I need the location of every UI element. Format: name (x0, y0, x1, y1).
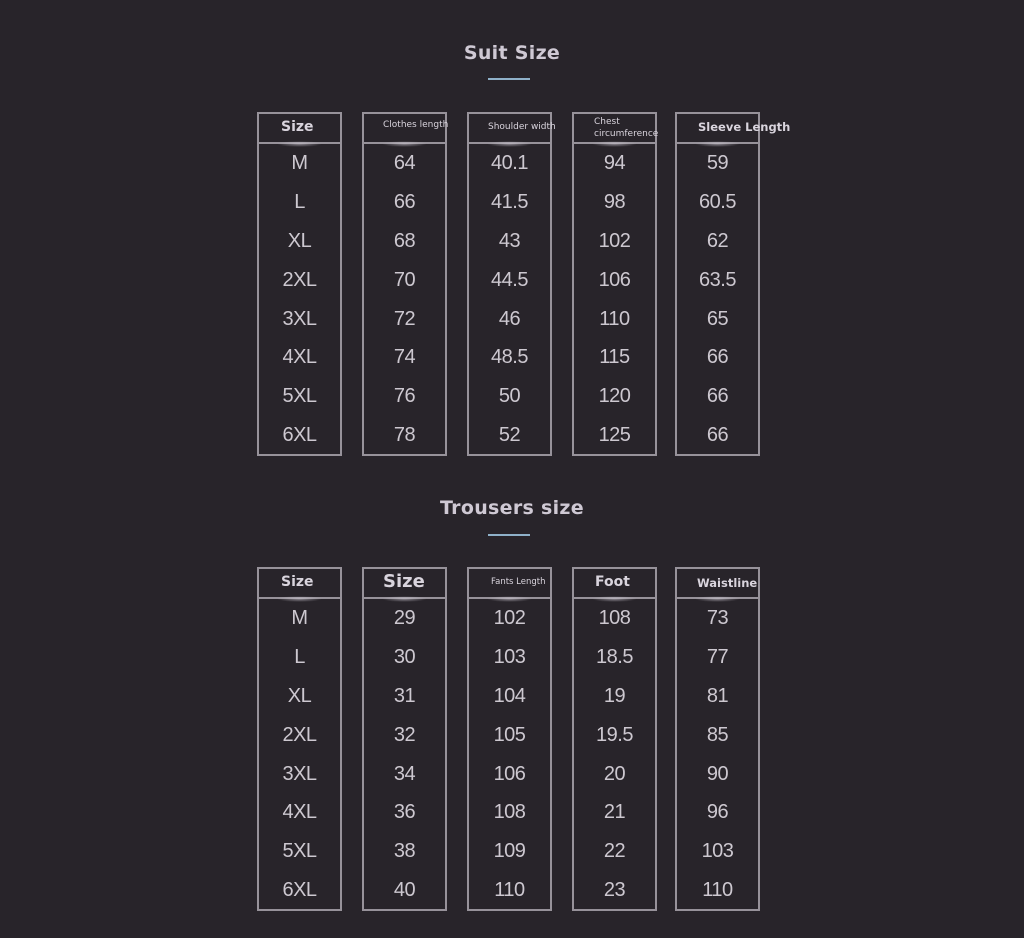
table-cell: 85 (706, 723, 729, 746)
table-cell: 110 (494, 879, 525, 902)
trousers-header-pants-length: Fants Length (491, 577, 546, 587)
trousers-pants-length-cells (469, 599, 550, 910)
table-cell: 32 (393, 723, 416, 746)
trousers-column-header (364, 569, 445, 599)
table-cell: 5XL (282, 385, 317, 408)
table-cell: 19.5 (596, 723, 633, 746)
trousers-foot-cells (574, 599, 655, 910)
table-cell: 76 (393, 385, 416, 408)
table-cell: L (294, 645, 305, 668)
table-cell: 110 (702, 879, 733, 902)
suit-size-cells (259, 144, 340, 455)
table-cell: XL (287, 229, 312, 252)
table-cell: 74 (393, 346, 416, 369)
trousers-header-size-number: Size (383, 571, 425, 592)
table-cell: 41.5 (491, 190, 528, 213)
suit-column-header (469, 114, 556, 144)
table-cell: 18.5 (596, 645, 633, 668)
suit-header-chest-circumference: Chest circumference (594, 117, 659, 139)
suit-column-size (257, 112, 342, 456)
table-cell: 46 (498, 307, 521, 330)
table-cell: 72 (393, 307, 416, 330)
table-cell: 106 (598, 268, 631, 291)
table-cell: XL (287, 684, 312, 707)
table-cell: 52 (498, 424, 521, 447)
table-cell: 62 (706, 229, 729, 252)
trousers-column-pants-length (467, 567, 552, 911)
trousers-header-waistline: Waistline (697, 576, 758, 590)
table-cell: 115 (599, 346, 630, 369)
table-cell: 90 (706, 762, 729, 785)
suit-column-clothes-length (362, 112, 447, 456)
table-cell: 78 (393, 424, 416, 447)
table-cell: 5XL (282, 840, 317, 863)
table-cell: 43 (498, 229, 521, 252)
trousers-column-size-number (362, 567, 447, 911)
trousers-column-header (469, 569, 550, 599)
table-cell: 65 (706, 307, 729, 330)
table-cell: 64 (393, 152, 416, 174)
table-cell: 108 (493, 801, 526, 824)
table-cell: 40 (393, 879, 416, 902)
table-cell: 106 (493, 762, 526, 785)
suit-clothes-length-cells (364, 144, 445, 455)
table-cell: 98 (603, 190, 626, 213)
table-cell: 44.5 (491, 268, 528, 291)
suit-header-shoulder-width: Shoulder width (488, 122, 556, 132)
table-cell: 108 (598, 607, 631, 629)
suit-column-chest-circumference (572, 112, 657, 456)
table-cell: 125 (598, 424, 631, 447)
table-cell: 66 (706, 424, 729, 447)
table-cell: 103 (701, 840, 734, 863)
table-cell: 73 (706, 607, 729, 629)
table-cell: 21 (603, 801, 626, 824)
table-cell: 105 (493, 723, 526, 746)
trousers-size-number-cells (364, 599, 445, 910)
table-cell: 120 (598, 385, 631, 408)
table-cell: 3XL (282, 762, 317, 785)
table-cell: 19 (603, 684, 626, 707)
trousers-column-foot (572, 567, 657, 911)
table-cell: 63.5 (699, 268, 736, 291)
suit-column-header (364, 114, 449, 144)
table-cell: 50 (498, 385, 521, 408)
table-cell: 104 (493, 684, 526, 707)
table-cell: 34 (393, 762, 416, 785)
suit-column-shoulder-width (467, 112, 556, 456)
table-cell: 109 (493, 840, 526, 863)
table-cell: 3XL (282, 307, 317, 330)
suit-size-title: Suit Size (463, 42, 561, 64)
table-cell: 4XL (282, 801, 317, 824)
table-cell: 102 (493, 607, 526, 629)
suit-header-size: Size (281, 119, 314, 135)
table-cell: 4XL (282, 346, 317, 369)
table-cell: 96 (706, 801, 729, 824)
table-cell: L (294, 190, 305, 213)
trousers-size-cells (259, 599, 340, 910)
suit-column-header (259, 114, 340, 144)
table-cell: 110 (599, 307, 630, 330)
table-cell: 6XL (282, 424, 317, 447)
trousers-column-header (677, 569, 758, 599)
table-cell: 60.5 (699, 190, 736, 213)
table-cell: 2XL (282, 723, 317, 746)
table-cell: 31 (393, 684, 416, 707)
suit-sleeve-length-cells (677, 144, 758, 455)
suit-chest-circumference-cells (574, 144, 655, 455)
table-cell: 66 (393, 190, 416, 213)
trousers-waistline-cells (677, 599, 758, 910)
suit-column-sleeve-length (675, 112, 791, 456)
suit-column-header (574, 114, 659, 144)
table-cell: 20 (603, 762, 626, 785)
table-cell: 23 (603, 879, 626, 902)
table-cell: 66 (706, 385, 729, 408)
table-cell: 36 (393, 801, 416, 824)
table-cell: 2XL (282, 268, 317, 291)
trousers-column-header (259, 569, 340, 599)
table-cell: 48.5 (491, 346, 528, 369)
trousers-column-size (257, 567, 342, 911)
trousers-column-waistline (675, 567, 760, 911)
suit-shoulder-width-cells (469, 144, 550, 455)
trousers-title-underline (488, 534, 530, 536)
trousers-column-header (574, 569, 655, 599)
suit-header-sleeve-length: Sleeve Length (698, 120, 791, 134)
table-cell: 29 (393, 607, 416, 629)
suit-title-underline (488, 78, 530, 80)
table-cell: 66 (706, 346, 729, 369)
suit-column-header (677, 114, 791, 144)
table-cell: 6XL (282, 879, 317, 902)
table-cell: 40.1 (491, 152, 528, 174)
table-cell: 68 (393, 229, 416, 252)
table-cell: 30 (393, 645, 416, 668)
suit-header-clothes-length: Clothes length (383, 120, 449, 130)
table-cell: M (291, 152, 308, 174)
table-cell: 77 (706, 645, 729, 668)
table-cell: 102 (598, 229, 631, 252)
table-cell: 59 (706, 152, 729, 174)
table-cell: 70 (393, 268, 416, 291)
table-cell: 94 (603, 152, 626, 174)
trousers-size-title: Trousers size (440, 497, 584, 519)
table-cell: 81 (706, 684, 729, 707)
table-cell: 38 (393, 840, 416, 863)
trousers-header-foot: Foot (595, 574, 630, 590)
table-cell: 103 (493, 645, 526, 668)
table-cell: M (291, 607, 308, 629)
trousers-header-size: Size (281, 574, 314, 590)
table-cell: 22 (603, 840, 626, 863)
